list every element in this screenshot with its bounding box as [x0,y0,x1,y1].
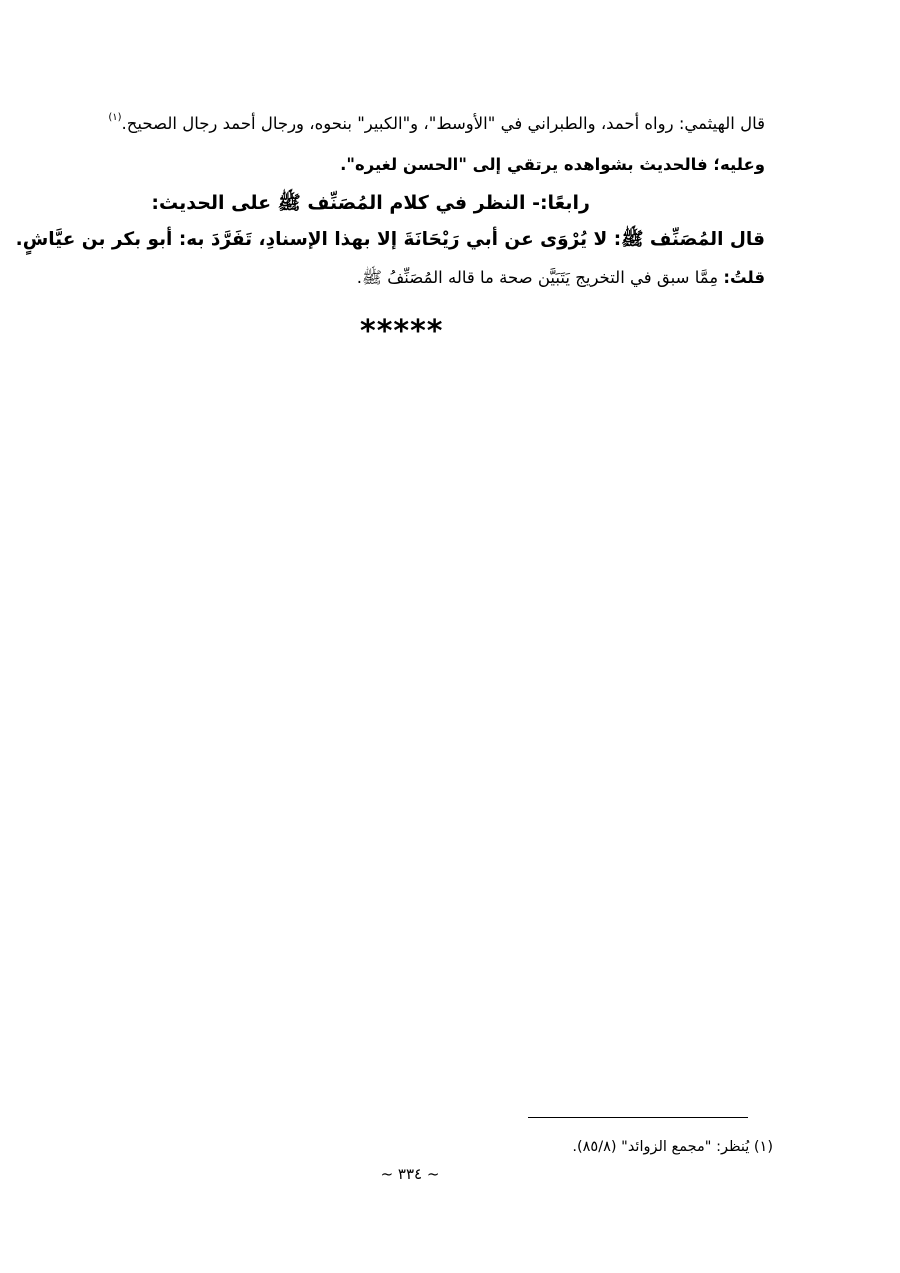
author-quote-narrator: أبو بكر بن عيَّاشٍ. [15,229,173,250]
paragraph-author-quote [16,229,765,255]
section-separator: ***** [360,314,444,349]
footnote-1: (١) يُنظر: "مجمع الزوائد" (٨٥/٨). [572,1139,773,1155]
footnote-divider [528,1117,748,1118]
footnote-ref-1: (١) [108,112,122,123]
author-quote-intro: قال المُصَنِّف ﷺ: [613,229,765,250]
section-heading: رابعًا:- النظر في كلام المُصَنِّف ﷺ على الحديث: [151,192,590,214]
paragraph-haythami [106,112,765,133]
author-quote-text: لا يُرْوَى عن أبي رَيْحَانَةَ إلا بهذا الإسنادِ، تَفَرَّدَ به: [178,229,608,250]
commentary-label: قلتُ: [723,268,765,287]
page-number: ~ ٣٣٤ ~ [380,1165,440,1183]
paragraph-commentary [357,268,765,292]
paragraph-haythami-text: قال الهيثمي: رواه أحمد، والطبراني في "الأوسط"، و"الكبير" بنحوه، ورجال أحمد رجال الصحيح. [121,114,765,133]
paragraph-conclusion: وعليه؛ فالحديث بشواهده يرتقي إلى "الحسن لغيره". [340,155,765,174]
commentary-text: مِمَّا سبق في التخريج يَتَبَيَّن صحة ما قاله المُصَنِّفُ ﷺ. [356,268,719,287]
